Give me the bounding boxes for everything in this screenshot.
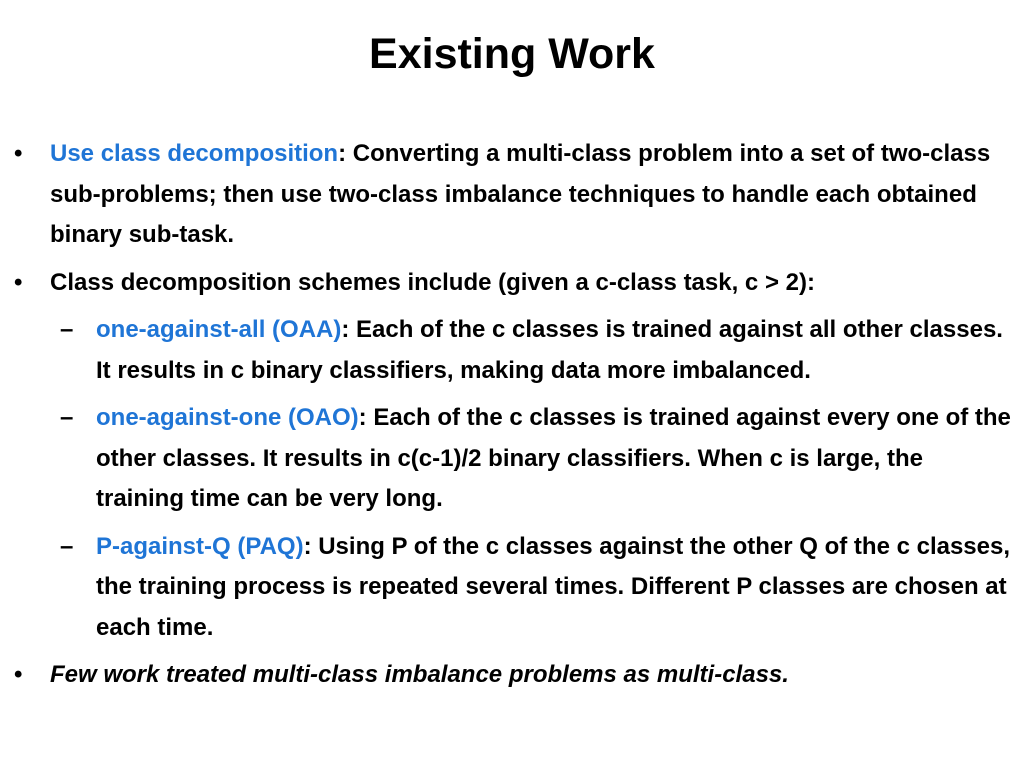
- bullet-dot: •: [14, 661, 23, 688]
- bullet-text: : Converting a multi-class problem into a set of two-class sub-problems; then use two-class imbalance techniques to handle each obtained binary sub-task.: [50, 140, 991, 248]
- term-label: Use class decomposition: [50, 140, 339, 167]
- term-label: P-against-Q (PAQ): [96, 532, 304, 560]
- bullet-text: : Each of the c classes is trained against every one of the other classes. It results in c(c-1)/2 binary classifiers. When c is large, the training time can be very long.: [96, 404, 1011, 512]
- bullet-text: Few work treated multi-class imbalance problems as multi-class.: [50, 661, 789, 688]
- bullet-text: : Using P of the c classes against the other Q of the c classes, the training process is repeated several times. Different P classes are chosen at each time.: [96, 532, 1011, 641]
- slide-title: Existing Work: [369, 30, 655, 78]
- term-label: one-against-all (OAA): [96, 316, 342, 343]
- bullet-text: : Each of the c classes is trained against all other classes. It results in c binary classifiers, making data more imbalanced.: [96, 316, 1003, 384]
- sub-bullet-dash: –: [60, 532, 74, 560]
- bullet-item-schemes: [14, 263, 1014, 304]
- sub-bullet-item-paq: [14, 527, 1014, 649]
- sub-bullet-item-oaa: [14, 310, 1014, 391]
- sub-bullet-item-oao: [14, 398, 1014, 520]
- bullet-item-class-decomposition: [14, 134, 1014, 256]
- bullet-text: Class decomposition schemes include (given a c-class task, c > 2):: [50, 268, 815, 296]
- sub-bullet-dash: –: [60, 316, 74, 343]
- term-label: one-against-one (OAO): [96, 404, 359, 431]
- bullet-item-few-work: [14, 655, 1014, 696]
- slide-content: [14, 134, 1014, 703]
- bullet-dot: •: [14, 268, 23, 296]
- sub-bullet-dash: –: [60, 404, 74, 431]
- bullet-dot: •: [14, 140, 23, 167]
